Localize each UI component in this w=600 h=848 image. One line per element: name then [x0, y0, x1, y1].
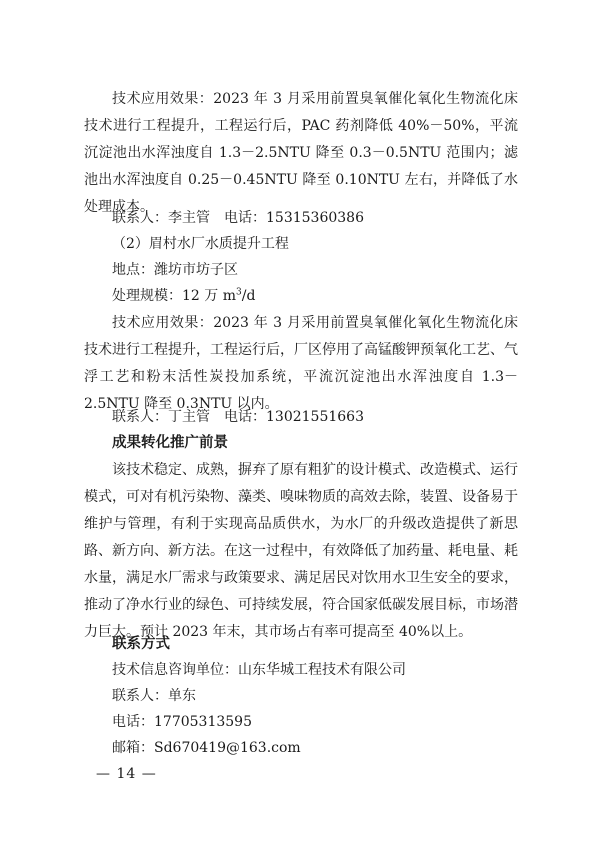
case2-scale: [112, 283, 255, 310]
case1-contact-line: 联系人：李主管 电话：15315360386: [112, 210, 364, 226]
prospects-paragraph: 该技术稳定、成熟，摒弃了原有粗犷的设计模式、改造模式、运行模式，可对有机污染物、藻类、嗅味物质的高效去除，装置、设备易于维护与管理，有利于实现高品质供水，为水厂的升级改造提供了新思路、新方向、新方法。在这一过程中，有效降低了加药量、耗电量、耗水量，满足水厂需求与政策要求、满足居民对饮用水卫生安全的要求，推动了净水行业的绿色、可持续发展，符合国家低碳发展目标，市场潜力巨大。预计 2023 年末，其市场占有率可提高至 40%以上。: [84, 462, 518, 640]
contact-email: 邮箱：Sd670419@163.com: [112, 740, 301, 756]
case2-contact-line: 联系人：丁主管 电话：13021551663: [112, 409, 364, 425]
case2-scale-prefix: 处理规模：12 万 m: [112, 288, 236, 304]
case1-effect-paragraph: 技术应用效果：2023 年 3 月采用前置臭氧催化氧化生物流化床技术进行工程提升，工程运行后，PAC 药剂降低 40%－50%，平流沉淀池出水浑浊度自 1.3－2.5NTU 降至 0.3－0.5NTU 范围内；滤池出水浑浊度自 0.25－0.45NTU 降至 0.10NTU 左右，并降低了水处理成本。: [84, 91, 518, 215]
case2-scale-suffix: /d: [241, 288, 256, 304]
prospects-heading: 成果转化推广前景: [112, 435, 228, 451]
contact-person: 联系人：单东: [112, 688, 196, 704]
page-number: — 14 —: [96, 766, 157, 782]
contact-unit: 技术信息咨询单位：山东华城工程技术有限公司: [112, 662, 406, 678]
contact-heading: 联系方式: [112, 636, 170, 652]
case2-title: （2）眉村水厂水质提升工程: [112, 236, 289, 252]
case2-effect-paragraph: 技术应用效果：2023 年 3 月采用前置臭氧催化氧化生物流化床技术进行工程提升，工程运行后，厂区停用了高锰酸钾预氧化工艺、气浮工艺和粉末活性炭投加系统，平流沉淀池出水浑浊度自 1.3－2.5NTU 降至 0.3NTU 以内。: [84, 315, 518, 412]
contact-phone: 电话：17705313595: [112, 714, 252, 730]
case2-scale-superscript: 3: [236, 287, 242, 298]
case2-location: 地点：潍坊市坊子区: [112, 262, 238, 278]
